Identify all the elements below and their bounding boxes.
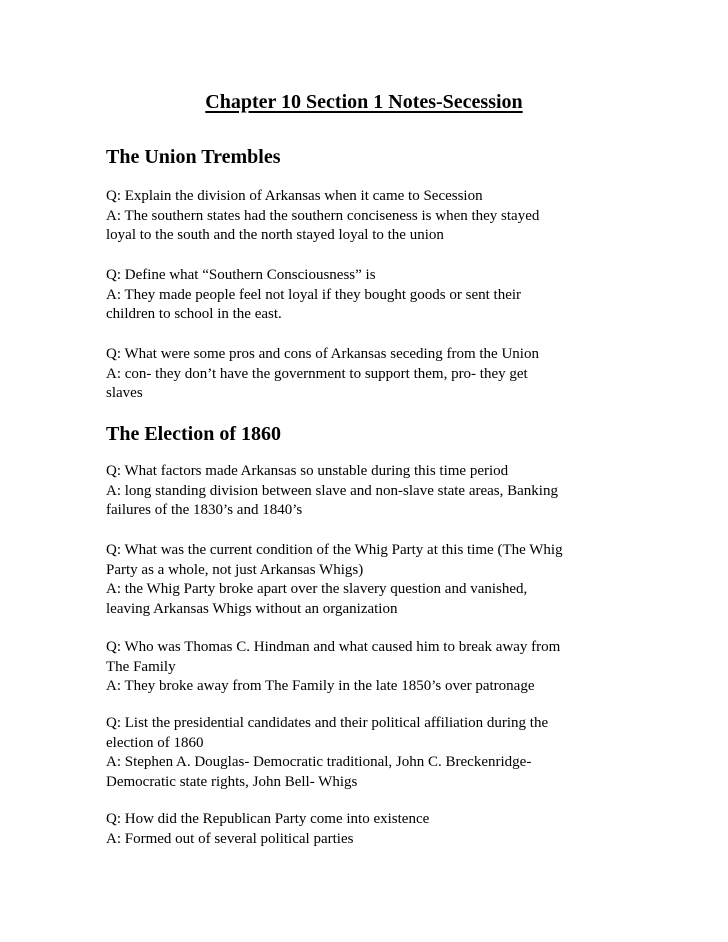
answer-line: A: the Whig Party broke apart over the slavery question and vanished, <box>106 581 528 597</box>
answer-line: loyal to the south and the north stayed loyal to the union <box>106 227 444 243</box>
question-line: election of 1860 <box>106 734 204 751</box>
question-line: Q: Who was Thomas C. Hindman and what caused him to break away from <box>106 639 561 655</box>
question-line: Q: What were some pros and cons of Arkansas seceding from the Union <box>106 346 539 362</box>
question-line: Q: List the presidential candidates and their political affiliation during the <box>106 715 549 731</box>
answer-line: slaves <box>106 385 143 401</box>
qa-block <box>106 810 626 849</box>
answer-line: A: Stephen A. Douglas- Democratic traditional, John C. Breckenridge- <box>106 754 532 770</box>
qa-block <box>106 462 626 521</box>
answer-line: children to school in the east. <box>106 306 282 322</box>
qa-block <box>106 266 626 325</box>
section-heading-election-1860: The Election of 1860 <box>106 423 281 445</box>
qa-block <box>106 638 626 697</box>
qa-block <box>106 187 626 246</box>
question-line: The Family <box>106 658 176 675</box>
question-line: Party as a whole, not just Arkansas Whigs) <box>106 561 364 578</box>
answer-line: A: con- they don’t have the government to support them, pro- they get <box>106 365 528 382</box>
answer-line: A: long standing division between slave and non-slave state areas, Banking <box>106 482 558 499</box>
answer-line: A: Formed out of several political parties <box>106 830 354 847</box>
answer-line: A: They broke away from The Family in the late 1850’s over patronage <box>106 678 535 694</box>
question-line: Q: Define what “Southern Consciousness” is <box>106 267 376 283</box>
answer-line: failures of the 1830’s and 1840’s <box>106 502 303 518</box>
qa-block <box>106 345 626 404</box>
document-title: Chapter 10 Section 1 Notes-Secession <box>205 91 523 113</box>
question-line: Q: What factors made Arkansas so unstable during this time period <box>106 463 509 479</box>
answer-line: Democratic state rights, John Bell- Whigs <box>106 773 358 790</box>
answer-line: leaving Arkansas Whigs without an organization <box>106 600 398 617</box>
answer-line: A: The southern states had the southern conciseness is when they stayed <box>106 207 540 224</box>
qa-block <box>106 541 626 619</box>
question-line: Q: How did the Republican Party come into existence <box>106 811 430 827</box>
answer-line: A: They made people feel not loyal if they bought goods or sent their <box>106 286 522 303</box>
qa-block <box>106 714 626 792</box>
question-line: Q: What was the current condition of the Whig Party at this time (The Whig <box>106 542 563 558</box>
question-line: Q: Explain the division of Arkansas when it came to Secession <box>106 188 483 204</box>
section-heading-union-trembles: The Union Trembles <box>106 146 281 168</box>
